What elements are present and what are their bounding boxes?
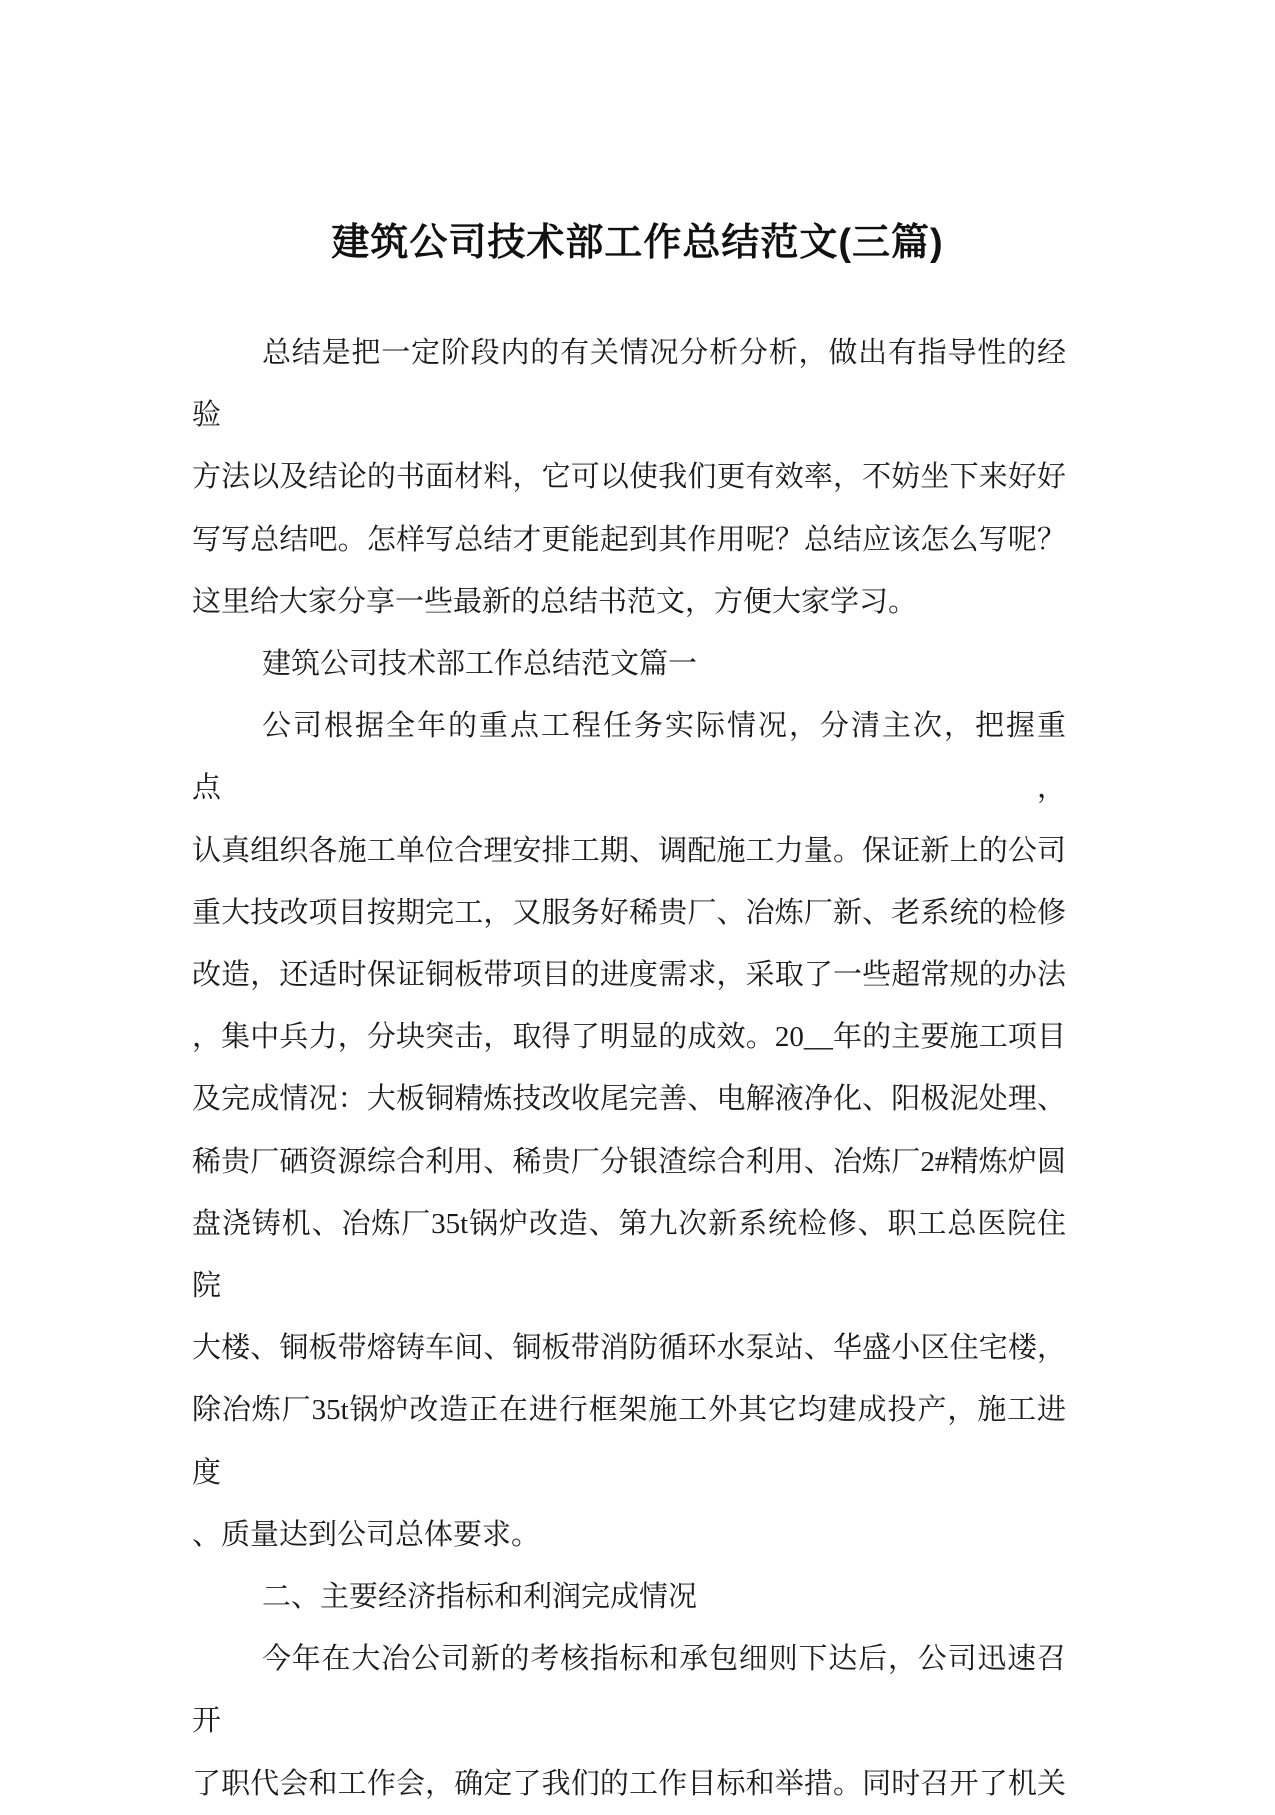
text-line: 了职代会和工作会，确定了我们的工作目标和举措。同时召开了机关 (192, 1767, 1066, 1800)
subsection-heading: 二、主要经济指标和利润完成情况 (262, 1581, 698, 1614)
text-line: 这里给大家分享一些最新的总结书范文，方便大家学习。 (192, 585, 918, 618)
text-line: ，集中兵力，分块突击，取得了明显的成效。20__年的主要施工项目 (192, 1021, 1066, 1054)
text-line: 今年在大冶公司新的考核指标和承包细则下达后，公司迅速召开 (192, 1643, 1066, 1738)
text-line: 盘浇铸机、冶炼厂35t锅炉改造、第九次新系统检修、职工总医院住院 (192, 1207, 1066, 1303)
text-line: 重大技改项目按期完工，又服务好稀贵厂、冶炼厂新、老系统的检修 (192, 896, 1066, 929)
text-line: 总结是把一定阶段内的有关情况分析分析，做出有指导性的经验 (192, 337, 1066, 432)
text-line: 写写总结吧。怎样写总结才更能起到其作用呢？总结应该怎么写呢？ (192, 523, 1066, 556)
document-title: 建筑公司技术部工作总结范文(三篇) (331, 222, 944, 264)
text-line: 及完成情况：大板铜精炼技改收尾完善、电解液净化、阳极泥处理、 (192, 1083, 1066, 1116)
text-line: 认真组织各施工单位合理安排工期、调配施工力量。保证新上的公司 (192, 834, 1066, 867)
text-line: 改造，还适时保证铜板带项目的进度需求，采取了一些超常规的办法 (192, 959, 1066, 992)
section-heading: 建筑公司技术部工作总结范文篇一 (262, 648, 698, 681)
text-line: 公司根据全年的重点工程任务实际情况，分清主次，把握重点， (192, 710, 1066, 805)
text-line: 方法以及结论的书面材料，它可以使我们更有效率，不妨坐下来好好 (192, 461, 1066, 494)
document-body (192, 322, 1066, 1815)
text-line: 、质量达到公司总体要求。 (192, 1518, 541, 1551)
text-line: 大楼、铜板带熔铸车间、铜板带消防循环水泵站、华盛小区住宅楼， (192, 1332, 1066, 1365)
text-line: 稀贵厂硒资源综合利用、稀贵厂分银渣综合利用、冶炼厂2#精炼炉圆 (192, 1145, 1066, 1178)
text-line: 除冶炼厂35t锅炉改造正在进行框架施工外其它均建成投产，施工进度 (192, 1394, 1066, 1489)
